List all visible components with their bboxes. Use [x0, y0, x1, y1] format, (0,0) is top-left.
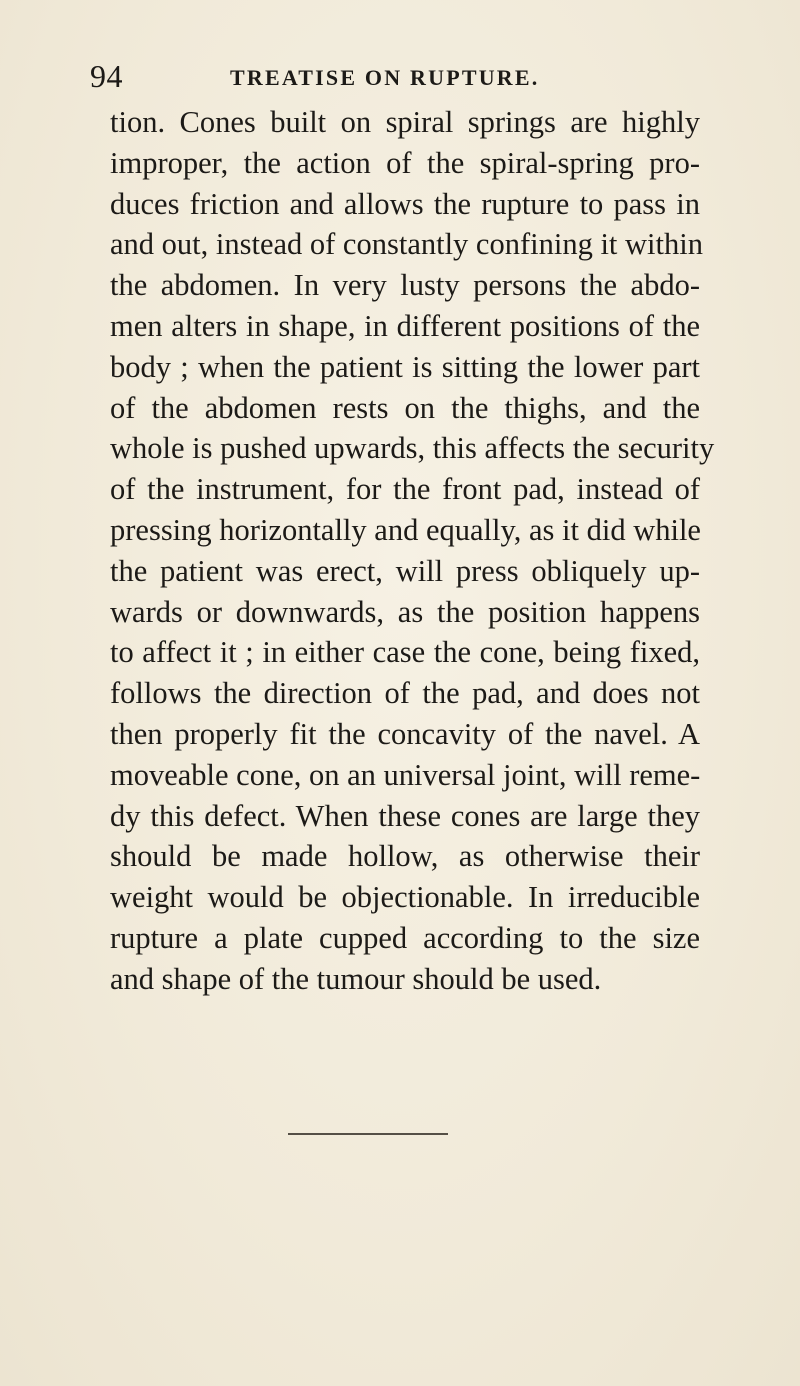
text-line: follows the direction of the pad, and does not: [110, 676, 700, 711]
text-line: should be made hollow, as otherwise their: [110, 839, 700, 874]
text-line: men alters in shape, in different positions of the: [110, 308, 700, 343]
body-paragraph: [110, 102, 715, 1000]
text-line: duces friction and allows the rupture to pass in: [110, 186, 700, 221]
text-line: then properly fit the concavity of the navel. A: [110, 716, 700, 751]
text-line: to affect it ; in either case the cone, being fixed,: [110, 635, 700, 670]
section-divider: [288, 1133, 448, 1135]
page-number: 94: [90, 58, 123, 94]
running-head: TREATISE ON RUPTURE.: [230, 65, 540, 90]
text-line: dy this defect. When these cones are large they: [110, 798, 700, 833]
text-line: the abdomen. In very lusty persons the abdo-: [110, 268, 700, 303]
text-line: the patient was erect, will press obliquely up-: [110, 553, 700, 588]
text-line: of the instrument, for the front pad, instead of: [110, 472, 700, 507]
text-line: and shape of the tumour should be used.: [110, 961, 602, 996]
text-line: rupture a plate cupped according to the size: [110, 920, 700, 955]
text-line: weight would be objectionable. In irreducible: [110, 880, 700, 915]
text-line: of the abdomen rests on the thighs, and the: [110, 390, 700, 425]
text-line: wards or downwards, as the position happens: [110, 594, 700, 629]
text-line: body ; when the patient is sitting the lower part: [110, 349, 700, 384]
text-line: improper, the action of the spiral-spring pro-: [110, 145, 700, 180]
text-line: and out, instead of constantly confining it within: [110, 227, 703, 262]
text-line: tion. Cones built on spiral springs are highly: [110, 105, 700, 139]
text-line: pressing horizontally and equally, as it did while: [110, 512, 701, 547]
page-header: [90, 56, 710, 96]
text-line: whole is pushed upwards, this affects the security: [110, 431, 715, 466]
text-line: moveable cone, on an universal joint, will reme-: [110, 757, 701, 792]
